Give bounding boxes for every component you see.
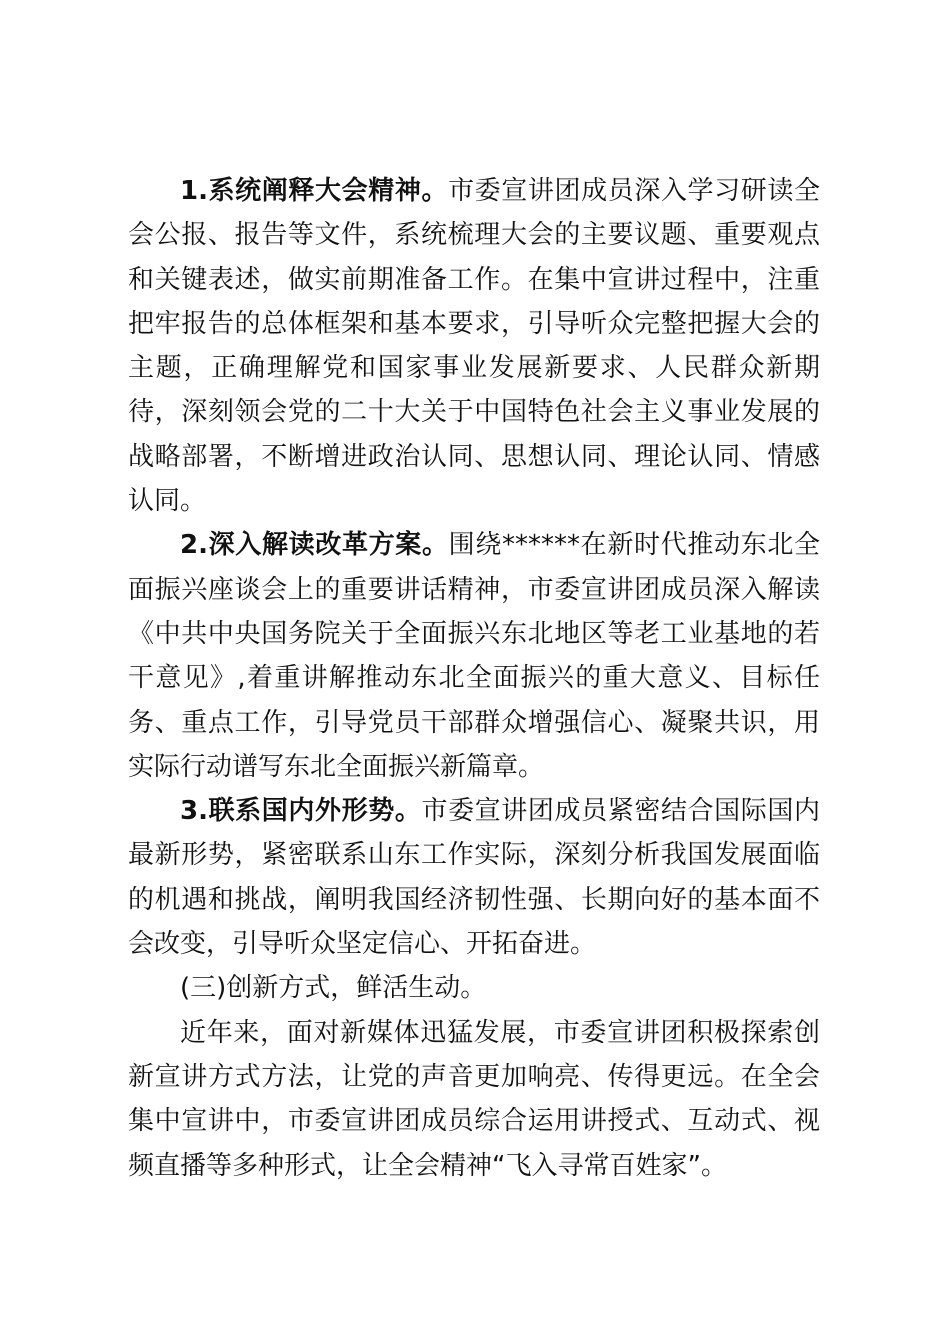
- paragraph-3-text: 市委宣讲团成员紧密结合国际国内最新形势，紧密联系山东工作实际，深刻分析我国发展面临的机遇和挑战，阐明我国经济韧性强、长期向好的基本面不会改变，引导听众坚定信心、开拓奋进。: [128, 796, 820, 960]
- document-body: [128, 169, 820, 1188]
- paragraph-4-text: 近年来，面对新媒体迅猛发展，市委宣讲团积极探索创新宣讲方式方法，让党的声音更加响亮、传得更远。在全会集中宣讲中，市委宣讲团成员综合运用讲授式、互动式、视频直播等多种形式，让全会精神“飞入寻常百姓家”。: [128, 1017, 820, 1181]
- paragraph-2: [128, 523, 820, 789]
- paragraph-4: [128, 1011, 820, 1188]
- paragraph-3-heading: 3.联系国内外形势。: [180, 796, 422, 827]
- paragraph-2-text: 围绕******在新时代推动东北全面振兴座谈会上的重要讲话精神，市委宣讲团成员深入解读《中共中央国务院关于全面振兴东北地区等老工业基地的若干意见》,着重讲解推动东北全面振兴的重大意义、目标任务、重点工作，引导党员干部群众增强信心、凝聚共识，用实际行动谱写东北全面振兴新篇章。: [128, 530, 820, 782]
- paragraph-1-text: 市委宣讲团成员深入学习研读全会公报、报告等文件，系统梳理大会的主要议题、重要观点和关键表述，做实前期准备工作。在集中宣讲过程中，注重把牢报告的总体框架和基本要求，引导听众完整把握大会的主题，正确理解党和国家事业发展新要求、人民群众新期待，深刻领会党的二十大关于中国特色社会主义事业发展的战略部署，不断增进政治认同、思想认同、理论认同、情感认同。: [128, 176, 820, 517]
- paragraph-1: [128, 169, 820, 523]
- section-heading-3: [128, 966, 820, 1010]
- section-heading-3-text: (三)创新方式，鲜活生动。: [180, 973, 487, 1004]
- paragraph-1-heading: 1.系统阐释大会精神。: [180, 176, 449, 206]
- paragraph-3: [128, 789, 820, 966]
- paragraph-2-heading: 2.深入解读改革方案。: [180, 530, 449, 561]
